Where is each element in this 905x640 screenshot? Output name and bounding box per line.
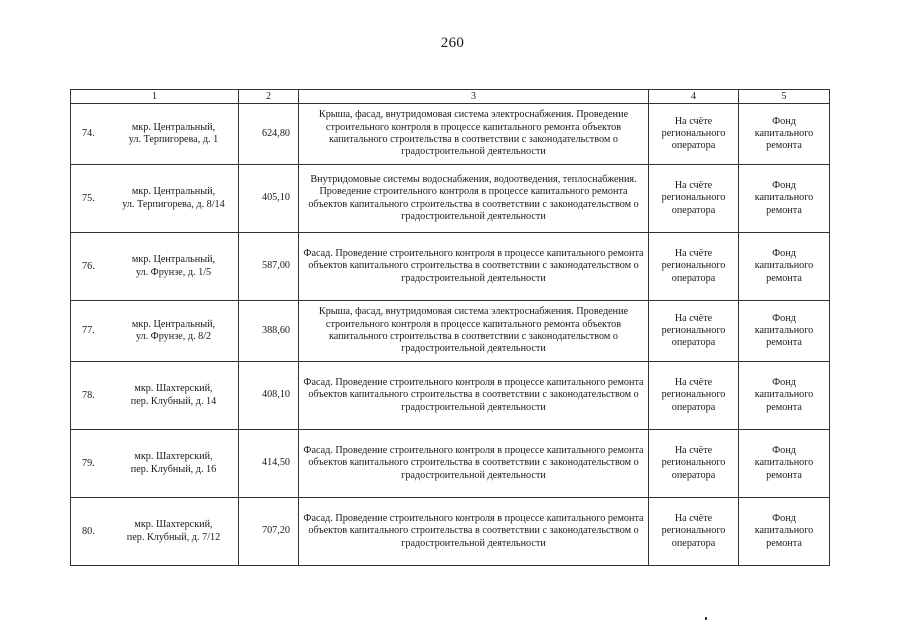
account-cell: На счёте регионального оператора: [649, 362, 739, 430]
row-number: 80.: [82, 525, 95, 537]
address-cell: [71, 430, 239, 498]
funding-source-cell: Фонд капитального ремонта: [739, 362, 830, 430]
address-district: мкр. Центральный,: [131, 254, 216, 266]
address-street: ул. Терпигорева, д. 1: [128, 134, 219, 145]
table-row: [71, 498, 830, 566]
address-district: мкр. Шахтерский,: [134, 383, 213, 395]
work-description-cell: Крыша, фасад, внутридомовая система электроснабжения. Проведение строительного контроля в процессе капитального ремонта объектов капитального строительства в соответствии с законодательством о градостроительной деятельности: [299, 104, 649, 165]
area-cell: 587,00: [239, 233, 299, 301]
address-street: пер. Клубный, д. 16: [130, 463, 217, 475]
address-street: пер. Клубный, д. 14: [130, 395, 217, 407]
account-cell: На счёте регионального оператора: [649, 430, 739, 498]
address-district: мкр. Шахтерский,: [134, 451, 213, 463]
funding-source-cell: Фонд капитального ремонта: [739, 498, 830, 566]
table-body: [71, 104, 830, 566]
address-cell: [71, 301, 239, 362]
account-cell: На счёте регионального оператора: [649, 301, 739, 362]
address-district: мкр. Шахтерский,: [134, 519, 213, 531]
area-cell: 414,50: [239, 430, 299, 498]
account-cell: На счёте регионального оператора: [649, 498, 739, 566]
column-header: 4: [649, 90, 739, 104]
address-street: пер. Клубный, д. 7/12: [126, 531, 221, 543]
area-cell: 405,10: [239, 165, 299, 233]
row-number: 78.: [82, 389, 95, 401]
column-header: 3: [299, 90, 649, 104]
table-row: [71, 233, 830, 301]
table-row: [71, 301, 830, 362]
row-number: 74.: [82, 127, 95, 139]
work-description-cell: Внутридомовые системы водоснабжения, водоотведения, теплоснабжения. Проведение строительного контроля в процессе капитального ремонта объектов капитального строительства в соответствии с законодательством о градостроительной деятельности: [299, 165, 649, 233]
row-number: 75.: [82, 192, 95, 204]
works-table: [70, 89, 830, 566]
funding-source-cell: Фонд капитального ремонта: [739, 301, 830, 362]
area-cell: 707,20: [239, 498, 299, 566]
table-row: [71, 104, 830, 165]
address-cell: [71, 104, 239, 165]
funding-source-cell: Фонд капитального ремонта: [739, 430, 830, 498]
row-number: 79.: [82, 457, 95, 469]
column-header: 2: [239, 90, 299, 104]
table-row: [71, 430, 830, 498]
address-district: мкр. Центральный,: [131, 186, 216, 198]
funding-source-cell: Фонд капитального ремонта: [739, 165, 830, 233]
work-description-cell: Фасад. Проведение строительного контроля в процессе капитального ремонта объектов капитального строительства в соответствии с законодательством о градостроительной деятельности: [299, 498, 649, 566]
scan-speck: [705, 617, 707, 620]
address-cell: [71, 498, 239, 566]
row-number: 77.: [82, 324, 95, 336]
area-cell: 408,10: [239, 362, 299, 430]
column-header: 5: [739, 90, 830, 104]
area-cell: 388,60: [239, 301, 299, 362]
row-number: 76.: [82, 260, 95, 272]
work-description-cell: Фасад. Проведение строительного контроля в процессе капитального ремонта объектов капитального строительства в соответствии с законодательством о градостроительной деятельности: [299, 233, 649, 301]
address-district: мкр. Центральный,: [131, 121, 216, 133]
address-street: ул. Фрунзе, д. 1/5: [135, 266, 212, 278]
work-description-cell: Крыша, фасад, внутридомовая система электроснабжения. Проведение строительного контроля в процессе капитального ремонта объектов капитального строительства в соответствии с законодательством о градостроительной деятельности: [299, 301, 649, 362]
work-description-cell: Фасад. Проведение строительного контроля в процессе капитального ремонта объектов капитального строительства в соответствии с законодательством о градостроительной деятельности: [299, 362, 649, 430]
address-street: ул. Терпигорева, д. 8/14: [122, 198, 225, 210]
account-cell: На счёте регионального оператора: [649, 165, 739, 233]
table-header-row: [71, 90, 830, 104]
table-row: [71, 362, 830, 430]
area-cell: 624,80: [239, 104, 299, 165]
address-district: мкр. Центральный,: [131, 318, 216, 330]
account-cell: На счёте регионального оператора: [649, 104, 739, 165]
page-number: 260: [440, 35, 465, 51]
work-description-cell: Фасад. Проведение строительного контроля в процессе капитального ремонта объектов капитального строительства в соответствии с законодательством о градостроительной деятельности: [299, 430, 649, 498]
address-cell: [71, 165, 239, 233]
address-cell: [71, 362, 239, 430]
funding-source-cell: Фонд капитального ремонта: [739, 233, 830, 301]
table-row: [71, 165, 830, 233]
address-street: ул. Фрунзе, д. 8/2: [135, 331, 212, 342]
funding-source-cell: Фонд капитального ремонта: [739, 104, 830, 165]
column-header: 1: [71, 90, 239, 104]
address-cell: [71, 233, 239, 301]
account-cell: На счёте регионального оператора: [649, 233, 739, 301]
